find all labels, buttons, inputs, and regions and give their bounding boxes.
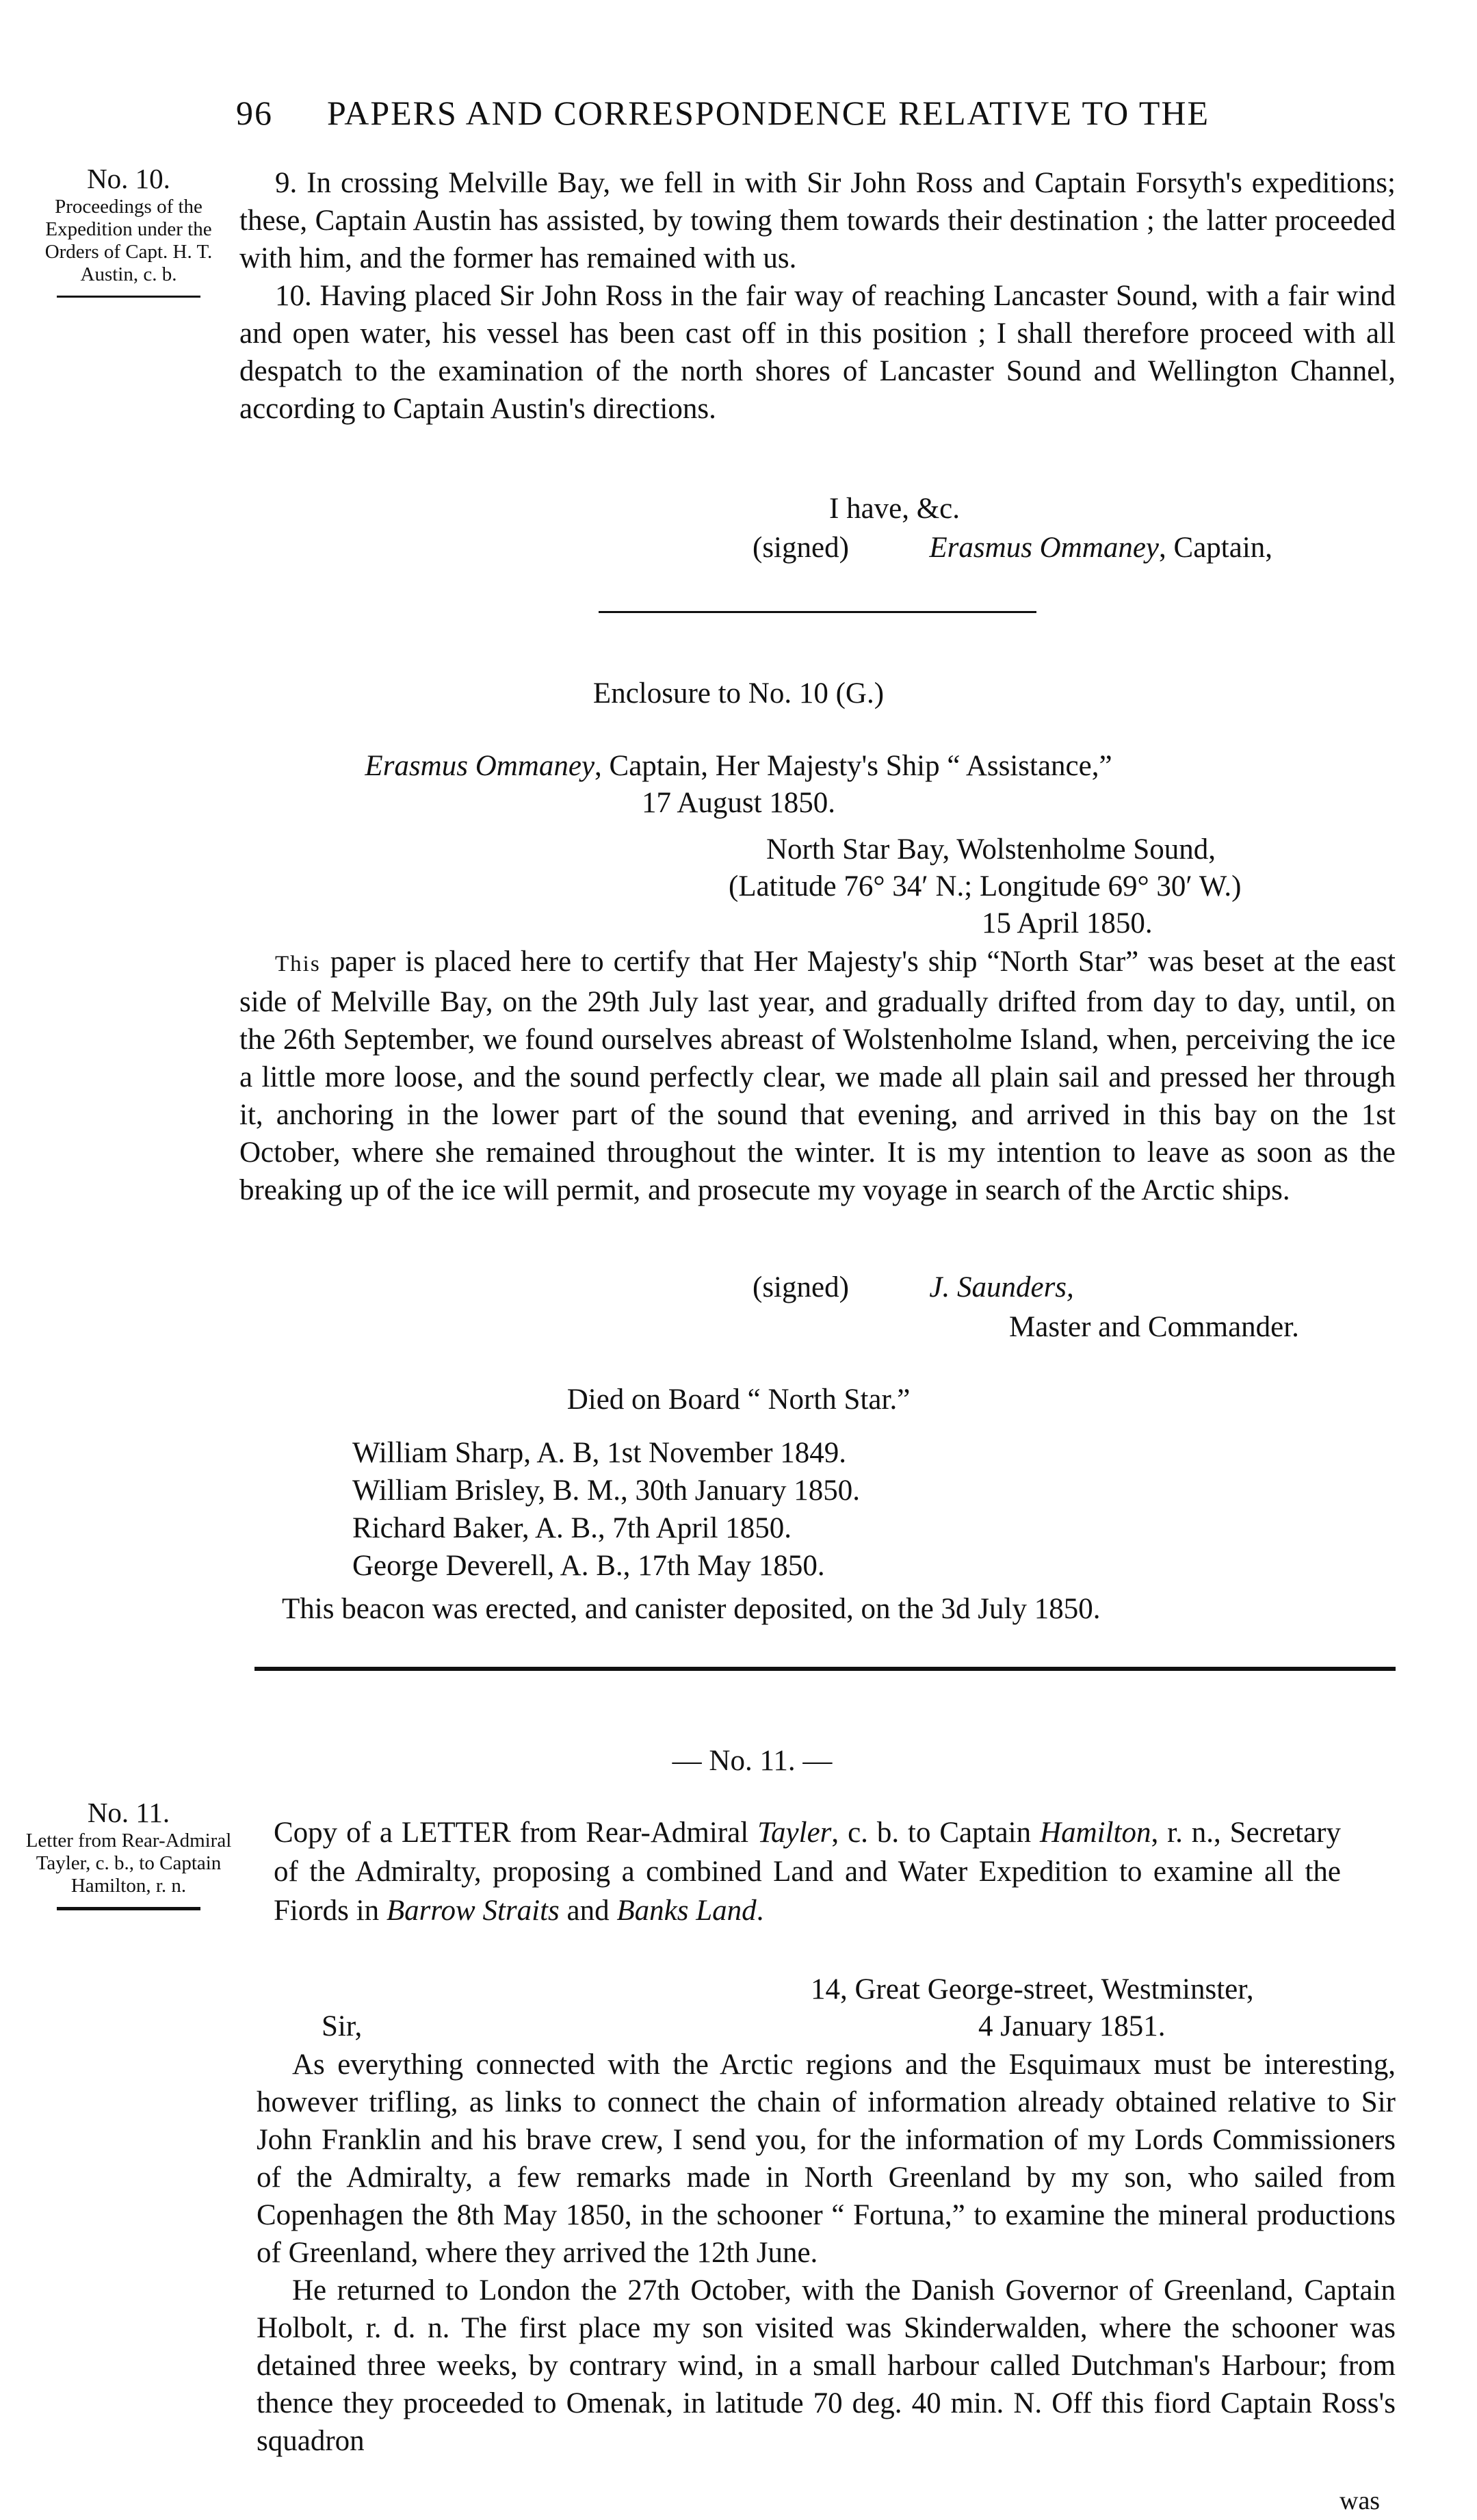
enclosure-first-word: This <box>275 952 321 976</box>
letter-11-paragraph-1: As everything connected with the Arctic regions and the Esquimaux must be interesting, however trifling, as links to connect the chain of information already obtained relative to Sir John Franklin and his brave crew, I send you, for the information of my Lords Commissioners of the Admiralty, a few remarks made in North Greenland by my son, who sailed from Copenhagen the 8th May 1850, in the schooner “ Fortuna,” to examine the mineral productions of Greenland, where they arrived the 12th June. <box>257 2049 1396 2269</box>
enclosure-place: North Star Bay, Wolstenholme Sound, <box>766 833 1216 866</box>
enclosure-from-rest: , Captain, Her Majesty's Ship “ Assistance,” <box>594 750 1112 782</box>
enclosure-heading: Enclosure to No. 10 (G.) <box>592 677 885 710</box>
section-divider <box>599 611 1036 613</box>
enclosure-paragraph <box>239 943 1396 1209</box>
died-entry: George Deverell, A. B., 17th May 1850. <box>352 1550 825 1582</box>
title-part: . <box>756 1895 764 1927</box>
signature-line-saunders <box>753 1269 1074 1306</box>
letter-11-title <box>274 1813 1341 1930</box>
margin-note-rule <box>57 296 200 298</box>
enclosure-position: (Latitude 76° 34′ N.; Longitude 69° 30′ W.) <box>729 870 1242 902</box>
title-tayler: Tayler <box>757 1817 832 1849</box>
paragraph-9: 9. In crossing Melville Bay, we fell in with Sir John Ross and Captain Forsyth's expeditions; these, Captain Austin has assisted, by towing them towards their destination ; the latter proceeded with him, and the former has remained with us. <box>239 167 1396 274</box>
title-part: Copy of a LETTER from Rear-Admiral <box>274 1817 758 1849</box>
letter-11-date: 4 January 1851. <box>978 2010 1166 2042</box>
margin-note-number: No. 10. <box>87 163 170 194</box>
title-part: , c. b. to Captain <box>831 1817 1041 1849</box>
margin-note-rule <box>57 1907 200 1910</box>
title-part: and <box>559 1895 617 1927</box>
signer-name: J. Saunders, <box>929 1271 1074 1303</box>
title-part: , r. n., Secretary of the Admiralty, proposing a combined Land and Water Expedition to examine all the Fiords in <box>274 1817 1341 1927</box>
signer-rank: , Captain, <box>1159 532 1273 564</box>
died-heading: Died on Board “ North Star.” <box>566 1384 911 1416</box>
enclosure-from <box>0 747 1477 785</box>
signer-name: Erasmus Ommaney <box>929 532 1160 564</box>
title-banks-land: Banks Land <box>616 1895 757 1927</box>
letter-11-paragraph-2: He returned to London the 27th October, with the Danish Governor of Greenland, Captain Holbolt, r. d. n. The first place my son visited was Skinderwalden, where the schooner was detained three weeks, by contrary wind, in a small harbour called Dutchman's Harbour; from thence they proceeded to Omenak, in latitude 70 deg. 40 min. N. Off this fiord Captain Ross's squadron <box>257 2274 1396 2457</box>
enclosure-from-date: 17 August 1850. <box>641 787 836 819</box>
letter-11-title-text <box>274 1813 1341 1930</box>
letter-11-heading: — No. 11. — <box>672 1745 833 1777</box>
beacon-note: This beacon was erected, and canister deposited, on the 3d July 1850. <box>282 1593 1101 1625</box>
margin-note-number: No. 11. <box>87 1797 170 1828</box>
died-entry: William Brisley, B. M., 30th January 1850. <box>352 1475 860 1507</box>
title-barrow-straits: Barrow Straits <box>386 1895 560 1927</box>
letter-11-body <box>257 2046 1396 2460</box>
section-divider-thick <box>254 1667 1396 1671</box>
header-title: PAPERS AND CORRESPONDENCE RELATIVE TO THE <box>327 94 1210 132</box>
letter-10-body <box>239 164 1396 428</box>
enclosure-from-name: Erasmus Ommaney <box>365 750 595 782</box>
enclosure-date: 15 April 1850. <box>982 907 1153 939</box>
signed-label: (signed) <box>753 532 849 564</box>
enclosure-body <box>239 943 1396 1209</box>
margin-note-text: Proceedings of the Expedition under the Orders of Capt. H. T. Austin, c. b. <box>44 196 213 285</box>
paragraph-10: 10. Having placed Sir John Ross in the fair way of reaching Lancaster Sound, with a fair wind and open water, his vessel has been cast off in this position ; I shall therefore proceed with all despatch to the examination of the north shores of Lancaster Sound and Wellington Channel, according to Captain Austin's directions. <box>239 280 1396 425</box>
died-entry: William Sharp, A. B, 1st November 1849. <box>352 1437 847 1469</box>
letter-11-salutation: Sir, <box>322 2010 363 2042</box>
title-hamilton: Hamilton <box>1040 1817 1151 1849</box>
margin-note-no-10 <box>19 161 238 298</box>
margin-note-no-11 <box>19 1795 238 1910</box>
died-list <box>352 1434 860 1585</box>
signer-title: Master and Commander. <box>1009 1311 1299 1343</box>
enclosure-text: paper is placed here to certify that Her Majesty's ship “North Star” was beset at the east side of Melville Bay, on the 29th July last year, and gradually drifted from day to day, until, on the 26th September, we found ourselves abreast of Wolstenholme Island, when, perceiving the ice a little more loose, and the sound perfectly clear, we made all plain sail and pressed her through it, anchoring in the lower part of the sound that evening, and arrived in this bay on the 1st October, where she remained throughout the winter. It is my intention to leave as soon as the breaking up of the ice will permit, and prosecute my voyage in search of the Arctic ships. <box>239 946 1396 1206</box>
died-entry: Richard Baker, A. B., 7th April 1850. <box>352 1512 792 1544</box>
letter-11-address: 14, Great George-street, Westminster, <box>811 1973 1254 2005</box>
signed-label: (signed) <box>753 1271 849 1303</box>
signature-line-ommaney <box>753 529 1272 567</box>
closing: I have, &c. <box>829 493 960 525</box>
margin-note-text: Letter from Rear-Admiral Tayler, c. b., to Captain Hamilton, r. n. <box>25 1830 232 1897</box>
catchword: was <box>1339 2486 1381 2515</box>
page-number: 96 <box>236 94 273 132</box>
